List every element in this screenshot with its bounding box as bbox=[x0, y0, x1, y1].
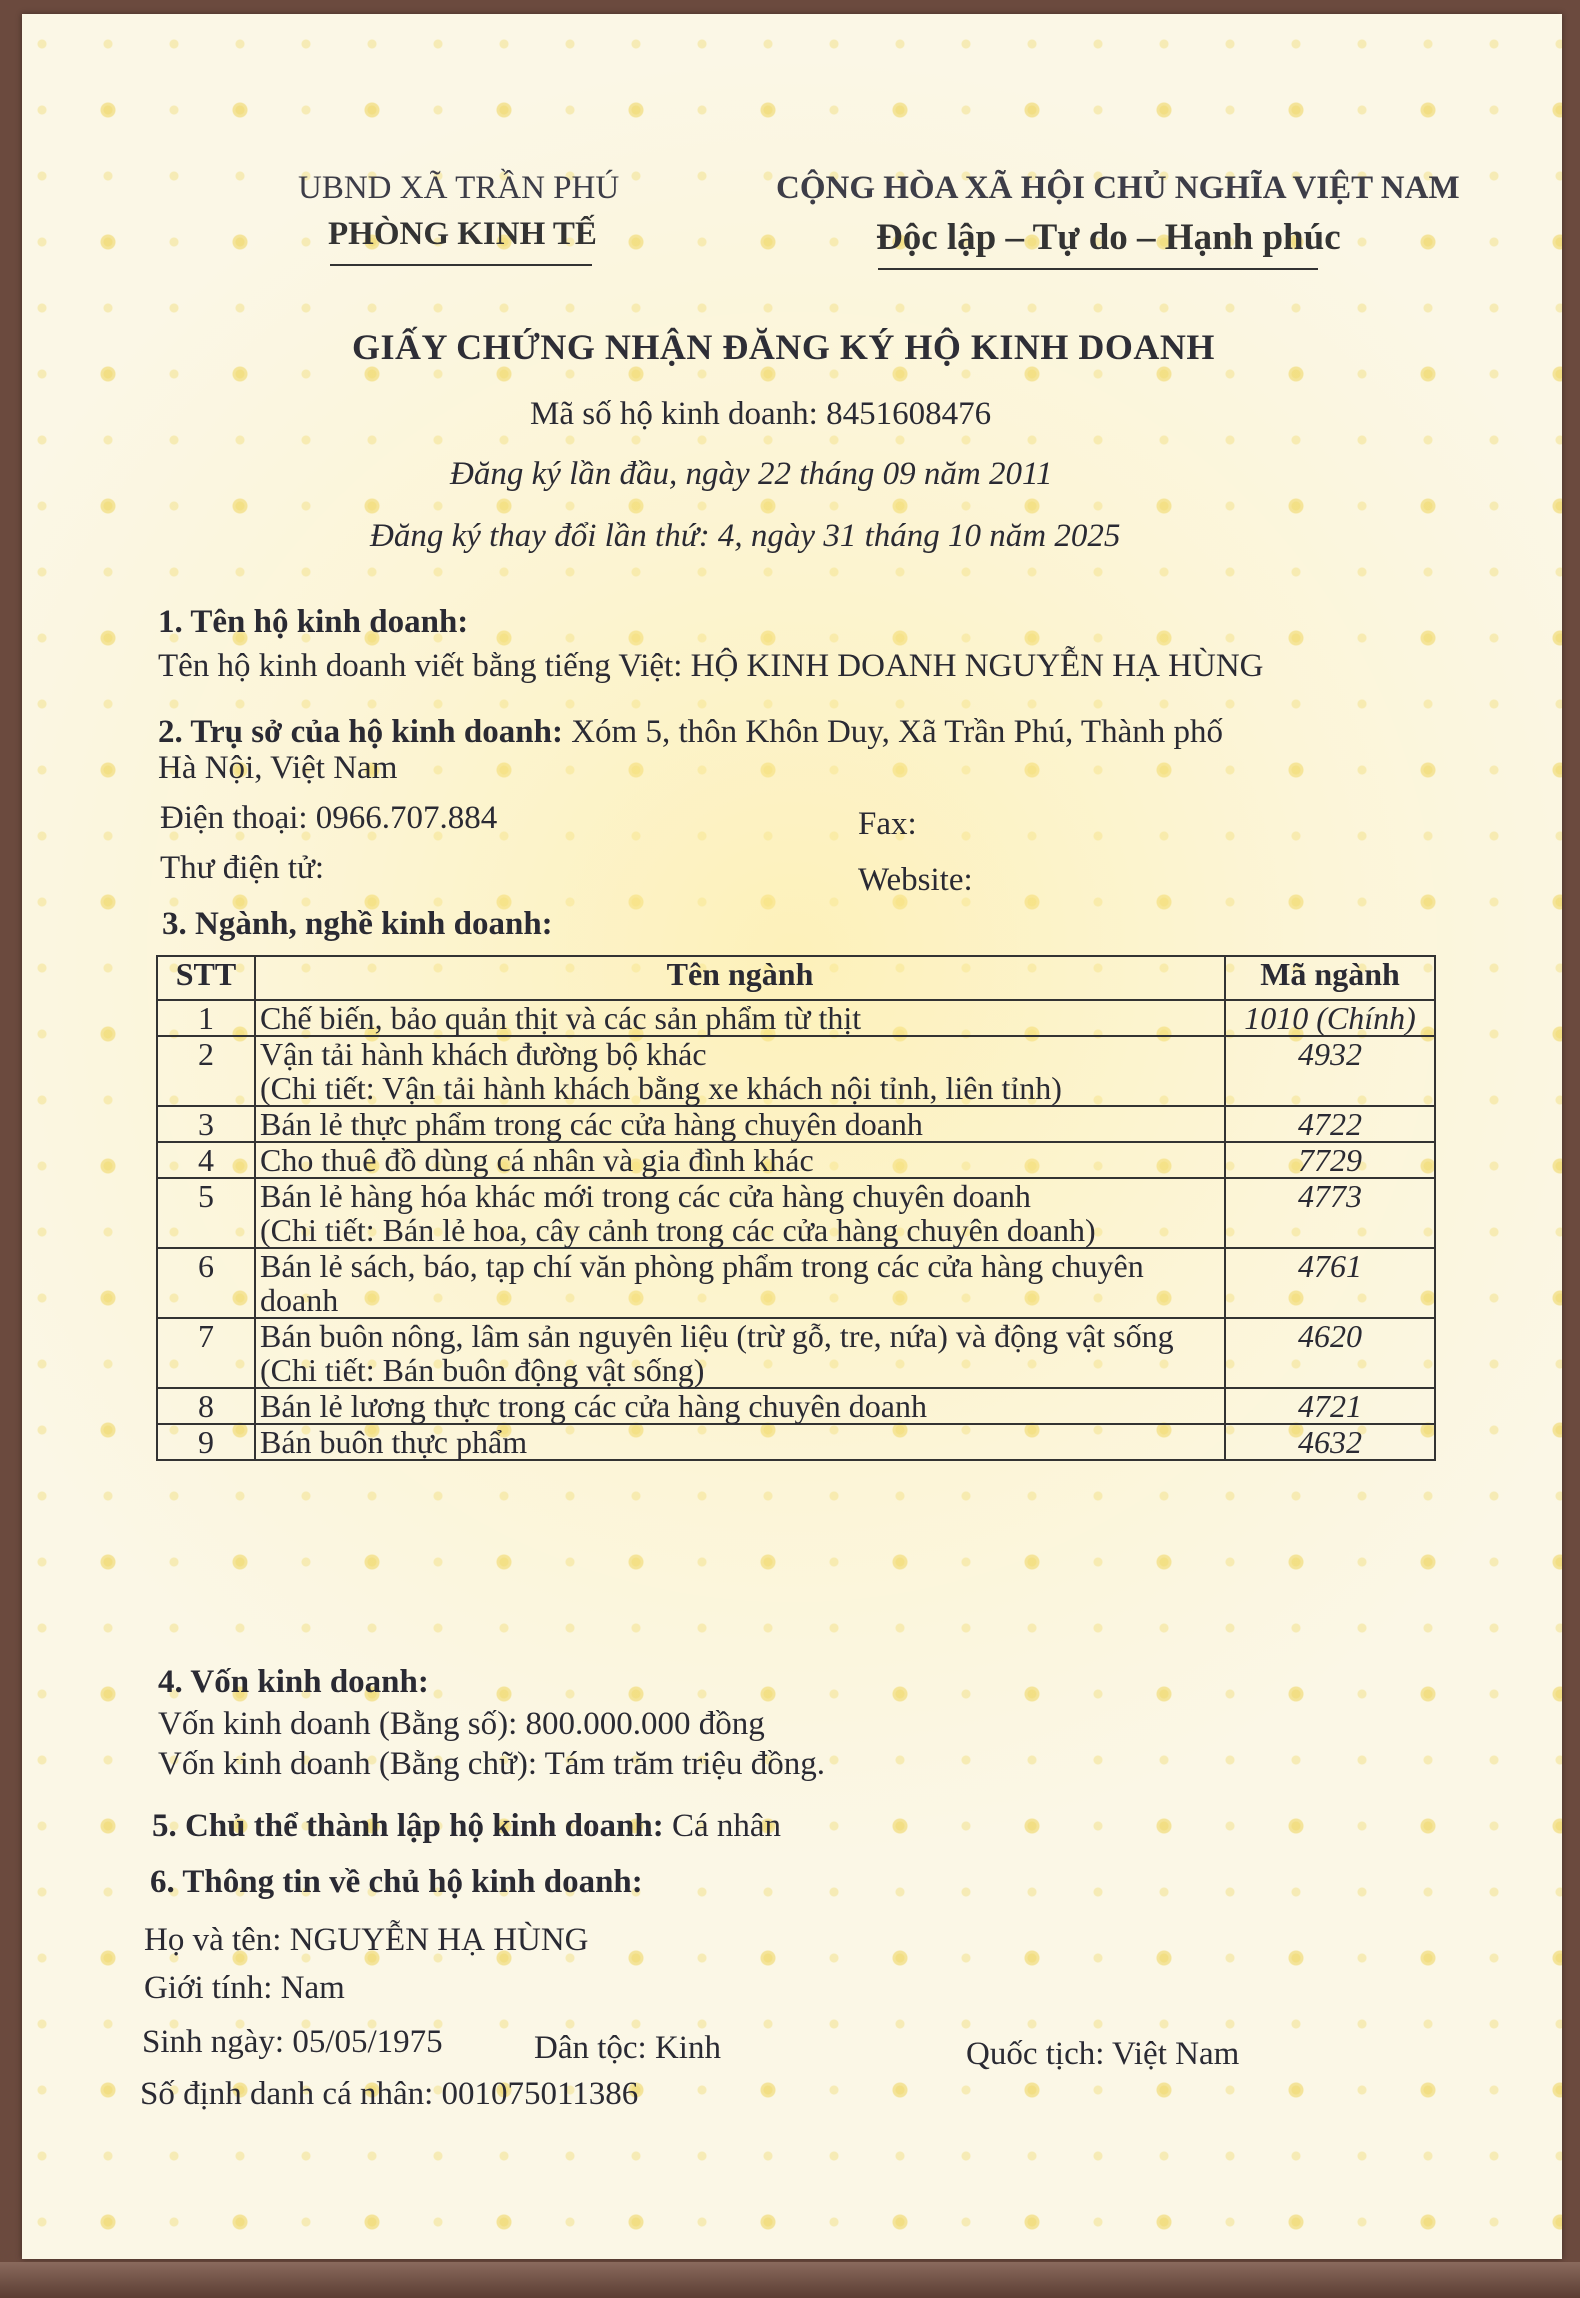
country-name: CỘNG HÒA XÃ HỘI CHỦ NGHĨA VIỆT NAM bbox=[776, 170, 1460, 206]
website: Website: bbox=[858, 862, 973, 898]
row-name: Bán lẻ sách, báo, tạp chí văn phòng phẩm trong các cửa hàng chuyên doanh bbox=[255, 1248, 1225, 1318]
fax: Fax: bbox=[858, 806, 917, 842]
row-stt: 1 bbox=[157, 1000, 255, 1036]
document-title: GIẤY CHỨNG NHẬN ĐĂNG KÝ HỘ KINH DOANH bbox=[352, 327, 1215, 367]
table-row bbox=[157, 1178, 1435, 1248]
issuing-authority: UBND XÃ TRẦN PHÚ bbox=[298, 170, 620, 206]
owner-personal-id: Số định danh cá nhân: 001075011386 bbox=[140, 2076, 639, 2112]
table-row bbox=[157, 1248, 1435, 1318]
row-name-text: Vận tải hành khách đường bộ khác bbox=[260, 1036, 707, 1072]
row-name: Chế biến, bảo quản thịt và các sản phẩm từ thịt bbox=[255, 1000, 1225, 1036]
row-code: 4722 bbox=[1225, 1106, 1435, 1142]
section-4-heading: 4. Vốn kinh doanh: bbox=[158, 1664, 429, 1700]
section-2-heading: 2. Trụ sở của hộ kinh doanh: bbox=[158, 714, 563, 750]
owner-gender: Giới tính: Nam bbox=[144, 1970, 345, 2006]
business-code: Mã số hộ kinh doanh: 8451608476 bbox=[530, 396, 992, 432]
table-row bbox=[157, 1318, 1435, 1388]
row-name bbox=[255, 1318, 1225, 1388]
owner-nationality: Quốc tịch: Việt Nam bbox=[966, 2036, 1240, 2072]
section-1-heading: 1. Tên hộ kinh doanh: bbox=[158, 604, 469, 640]
capital-in-words: Vốn kinh doanh (Bằng chữ): Tám trăm triệu đồng. bbox=[158, 1746, 826, 1782]
row-name: Bán buôn thực phẩm bbox=[255, 1424, 1225, 1460]
row-code: 4721 bbox=[1225, 1388, 1435, 1424]
row-code: 4773 bbox=[1225, 1178, 1435, 1248]
row-stt: 7 bbox=[157, 1318, 255, 1388]
row-name-text: Bán lẻ hàng hóa khác mới trong các cửa hàng chuyên doanh bbox=[260, 1178, 1031, 1214]
row-stt: 3 bbox=[157, 1106, 255, 1142]
row-name: Bán lẻ thực phẩm trong các cửa hàng chuyên doanh bbox=[255, 1106, 1225, 1142]
address-line-2: Hà Nội, Việt Nam bbox=[158, 750, 398, 786]
national-motto: Độc lập – Tự do – Hạnh phúc bbox=[876, 217, 1341, 258]
row-detail: (Chi tiết: Bán buôn động vật sống) bbox=[260, 1352, 705, 1388]
table-row bbox=[157, 1106, 1435, 1142]
email: Thư điện tử: bbox=[160, 850, 325, 886]
row-code: 4761 bbox=[1225, 1248, 1435, 1318]
change-registration-date: Đăng ký thay đổi lần thứ: 4, ngày 31 tháng 10 năm 2025 bbox=[370, 518, 1121, 554]
owner-full-name: Họ và tên: NGUYỄN HẠ HÙNG bbox=[144, 1922, 589, 1958]
row-stt: 5 bbox=[157, 1178, 255, 1248]
founder-type: Cá nhân bbox=[671, 1808, 782, 1844]
section-5-heading: 5. Chủ thể thành lập hộ kinh doanh: bbox=[152, 1808, 664, 1844]
owner-ethnicity: Dân tộc: Kinh bbox=[534, 2030, 721, 2066]
address-line-1: Xóm 5, thôn Khôn Duy, Xã Trần Phú, Thành phố bbox=[571, 714, 1223, 750]
row-detail: (Chi tiết: Bán lẻ hoa, cây cảnh trong các cửa hàng chuyên doanh) bbox=[260, 1212, 1096, 1248]
row-code: 4632 bbox=[1225, 1424, 1435, 1460]
table-header-row bbox=[157, 956, 1435, 1000]
row-stt: 2 bbox=[157, 1036, 255, 1106]
owner-birth-date: Sinh ngày: 05/05/1975 bbox=[142, 2024, 443, 2060]
header-left-underline bbox=[330, 264, 592, 266]
first-registration-date: Đăng ký lần đầu, ngày 22 tháng 09 năm 2011 bbox=[450, 456, 1053, 492]
business-lines-table bbox=[156, 955, 1436, 1461]
row-name: Cho thuê đồ dùng cá nhân và gia đình khác bbox=[255, 1142, 1225, 1178]
row-stt: 6 bbox=[157, 1248, 255, 1318]
row-code: 1010 (Chính) bbox=[1225, 1000, 1435, 1036]
table-row bbox=[157, 1036, 1435, 1106]
row-name-text: Bán buôn nông, lâm sản nguyên liệu (trừ gỗ, tre, nứa) và động vật sống bbox=[260, 1318, 1174, 1354]
column-name: Tên ngành bbox=[255, 956, 1225, 1000]
row-name: Bán lẻ lương thực trong các cửa hàng chuyên doanh bbox=[255, 1388, 1225, 1424]
capital-in-number: Vốn kinh doanh (Bằng số): 800.000.000 đồng bbox=[158, 1706, 765, 1742]
section-3-heading: 3. Ngành, nghề kinh doanh: bbox=[162, 906, 553, 942]
header-right-underline bbox=[878, 268, 1318, 270]
row-name bbox=[255, 1178, 1225, 1248]
table-row bbox=[157, 1388, 1435, 1424]
row-code: 7729 bbox=[1225, 1142, 1435, 1178]
row-name bbox=[255, 1036, 1225, 1106]
row-detail: (Chi tiết: Vận tải hành khách bằng xe khách nội tỉnh, liên tỉnh) bbox=[260, 1070, 1062, 1106]
row-code: 4620 bbox=[1225, 1318, 1435, 1388]
phone: Điện thoại: 0966.707.884 bbox=[160, 800, 498, 836]
section-6-heading: 6. Thông tin về chủ hộ kinh doanh: bbox=[150, 1864, 643, 1900]
table-surface bbox=[0, 2262, 1580, 2298]
business-name: Tên hộ kinh doanh viết bằng tiếng Việt: HỘ KINH DOANH NGUYỄN HẠ HÙNG bbox=[158, 648, 1264, 684]
column-code: Mã ngành bbox=[1225, 956, 1435, 1000]
issuing-department: PHÒNG KINH TẾ bbox=[328, 216, 597, 252]
table-row bbox=[157, 1142, 1435, 1178]
row-stt: 4 bbox=[157, 1142, 255, 1178]
table-row bbox=[157, 1424, 1435, 1460]
row-stt: 8 bbox=[157, 1388, 255, 1424]
row-stt: 9 bbox=[157, 1424, 255, 1460]
row-code: 4932 bbox=[1225, 1036, 1435, 1106]
column-stt: STT bbox=[157, 956, 255, 1000]
table-row bbox=[157, 1000, 1435, 1036]
